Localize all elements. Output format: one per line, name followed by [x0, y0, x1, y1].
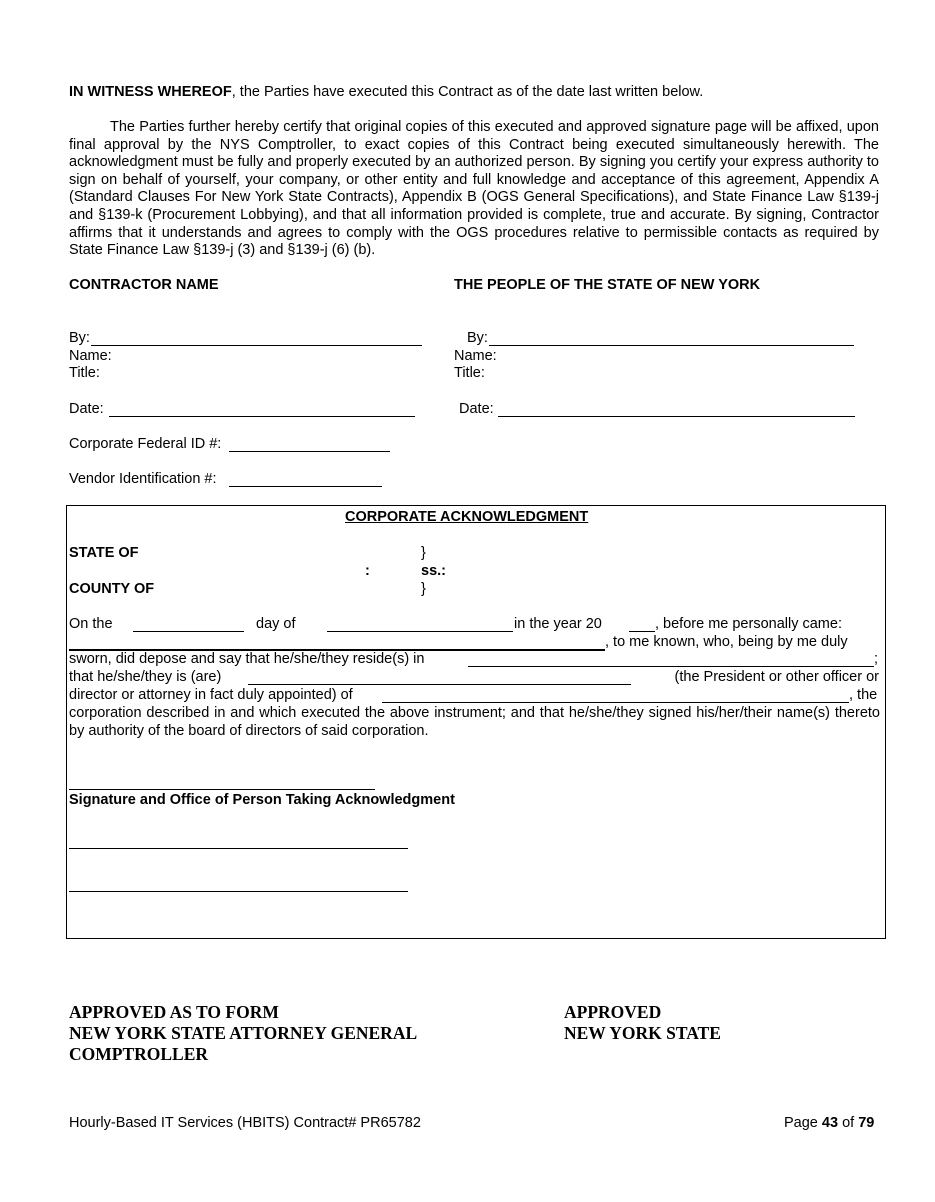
on-the-label: On the [69, 616, 113, 632]
footer-page [784, 1115, 874, 1131]
residence-line[interactable] [468, 666, 874, 667]
page-total: 79 [858, 1115, 875, 1131]
of-word: of [842, 1115, 855, 1131]
day-line[interactable] [133, 631, 244, 632]
vendor-id-label: Vendor Identification #: [69, 471, 217, 487]
state-by-label: By: [467, 330, 488, 346]
certify-paragraph [69, 119, 879, 260]
approved-state-line2: NEW YORK STATE [564, 1023, 721, 1043]
approved-state-line1: APPROVED [564, 1002, 662, 1022]
colon-mark: : [365, 563, 370, 579]
state-date-line[interactable] [498, 416, 855, 417]
contractor-name-label: Name: [69, 348, 112, 364]
contractor-by-line[interactable] [91, 345, 422, 346]
signature-label: Signature and Office of Person Taking Acknowledgment [69, 792, 455, 808]
footer-contract: Hourly-Based IT Services (HBITS) Contract# PR65782 [69, 1115, 421, 1131]
certify-text: The Parties further hereby certify that original copies of this executed and approved signature page will be affixed, upon final approval by the NYS Comptroller, to exact copies of this Contract being executed simultaneously herewith. The acknowledgment must be fully and properly executed by an authorized person. By signing you certify your express authority to sign on behalf of yourself, your company, or other entity and full knowledge and acceptance of this agreement, Appendix A (Standard Clauses For New York State Contracts), Appendix B (OGS General Specifications), and State Finance Law §139-j and §139-k (Procurement Lobbying), and that all information provided is complete, true and accurate. By signing, Contractor affirms that it understands and agrees to comply with the OGS procedures relative to permissible contacts as required by State Finance Law §139-j (3) and §139-j (6) (b). [69, 119, 879, 259]
ss-mark: ss.: [421, 563, 446, 579]
contractor-title-label: Title: [69, 365, 100, 381]
month-line[interactable] [327, 631, 513, 632]
contractor-date-line[interactable] [109, 416, 415, 417]
witness-lead: IN WITNESS WHEREOF [69, 84, 232, 100]
approved-form-line2: NEW YORK STATE ATTORNEY GENERAL [69, 1023, 418, 1043]
approved-form-block [69, 1002, 417, 1065]
director-label: director or attorney in fact duly appointed) of [69, 687, 353, 703]
brace-top: } [421, 545, 426, 561]
contractor-heading: CONTRACTOR NAME [69, 277, 219, 293]
state-name-label: Name: [454, 348, 497, 364]
day-of-label: day of [256, 616, 296, 632]
state-by-line[interactable] [489, 345, 854, 346]
signature-line[interactable] [69, 789, 375, 790]
before-me-label: , before me personally came: [655, 616, 842, 632]
state-heading: THE PEOPLE OF THE STATE OF NEW YORK [454, 277, 761, 293]
state-date-label: Date: [459, 401, 494, 417]
acknowledgment-heading: CORPORATE ACKNOWLEDGMENT [345, 509, 589, 525]
contractor-by-label: By: [69, 330, 90, 346]
state-of-label: STATE OF [69, 545, 139, 561]
page-word: Page [784, 1115, 818, 1131]
brace-bottom: } [421, 581, 426, 597]
vendor-id-line[interactable] [229, 486, 382, 487]
state-title-label: Title: [454, 365, 485, 381]
president-label: (the President or other officer or [674, 669, 879, 685]
approved-form-line1: APPROVED AS TO FORM [69, 1002, 279, 1022]
corporation-name-line[interactable] [382, 702, 849, 703]
corporation-text: corporation described in and which executed the above instrument; and that he/she/they signed his/her/their name(s) thereto by authority of the board of directors of said corporation. [69, 705, 880, 739]
approved-state-block [564, 1002, 721, 1044]
witness-rest: , the Parties have executed this Contract as of the date last written below. [231, 84, 704, 100]
office-line-1[interactable] [69, 848, 408, 849]
semicolon-mark: ; [874, 651, 879, 667]
contractor-date-label: Date: [69, 401, 104, 417]
sworn-label: sworn, did depose and say that he/she/they reside(s) in [69, 651, 425, 667]
page-number: 43 [821, 1115, 839, 1131]
the-label: , the [849, 687, 878, 703]
approved-form-line3: COMPTROLLER [69, 1044, 209, 1064]
federal-id-line[interactable] [229, 451, 390, 452]
office-line-2[interactable] [69, 891, 408, 892]
that-is-label: that he/she/they is (are) [69, 669, 222, 685]
witness-statement [69, 84, 703, 100]
in-year-label: in the year 20 [514, 616, 602, 632]
office-line[interactable] [248, 684, 631, 685]
federal-id-label: Corporate Federal ID #: [69, 436, 222, 452]
year-line[interactable] [629, 631, 655, 632]
county-of-label: COUNTY OF [69, 581, 155, 597]
to-me-known-label: , to me known, who, being by me duly [605, 634, 848, 650]
